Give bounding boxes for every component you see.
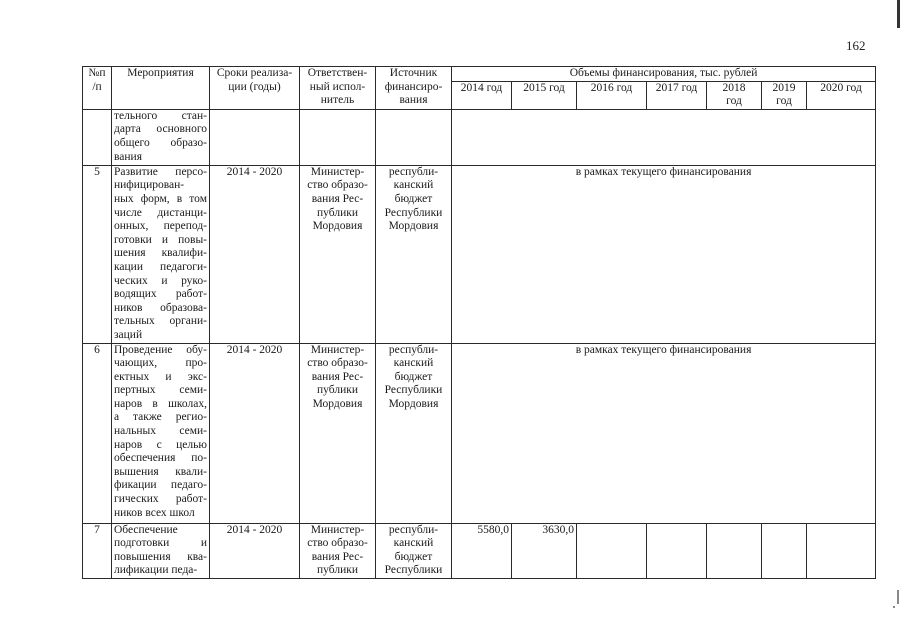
- cell-activity: [112, 165, 210, 343]
- cell-financing-merged: [452, 109, 876, 165]
- cell-line: нифицирован-: [114, 179, 185, 192]
- header-financing-group: Объемы финансирования, тыс. рублей: [452, 67, 876, 82]
- cell-line: Мордовия: [312, 220, 363, 233]
- cell-line: шения квалифи-: [114, 247, 207, 260]
- cell-line: Министер-: [310, 343, 365, 356]
- scan-edge-mark: [897, 0, 900, 28]
- header-year: [762, 81, 807, 109]
- cell-line: 2019: [772, 81, 796, 94]
- table-row: [83, 523, 876, 578]
- cell-line: онных, перепод-: [114, 220, 207, 233]
- cell-line: 2014 - 2020: [226, 343, 283, 356]
- cell-line: Мордовия: [388, 220, 439, 233]
- cell-executor: [300, 109, 376, 165]
- cell-line: вания: [399, 94, 428, 107]
- cell-line: ство образо-: [307, 357, 368, 370]
- cell-line: Мероприятия: [127, 67, 194, 79]
- cell-line: Министер-: [310, 165, 365, 178]
- cell-line: публики: [317, 564, 358, 577]
- cell-line: готовки и повы-: [114, 233, 207, 246]
- cell-line: 2014 - 2020: [226, 523, 283, 536]
- cell-activity: [112, 523, 210, 578]
- cell-line: чающих, про-: [114, 357, 207, 370]
- cell-line: вания Рес-: [311, 192, 364, 205]
- cell-line: а также регио-: [114, 411, 207, 424]
- cell-line: ство образо-: [307, 537, 368, 550]
- cell-executor: [300, 523, 376, 578]
- cell-line: вания Рес-: [311, 550, 364, 563]
- header-activity: [112, 67, 210, 110]
- cell-line: тельных органи-: [114, 315, 207, 328]
- cell-line: ников образова-: [114, 301, 207, 314]
- header-year: [647, 81, 707, 109]
- cell-financing-value: [577, 523, 647, 578]
- header-executor: [300, 67, 376, 110]
- cell-activity: [112, 109, 210, 165]
- cell-line: нальных семи-: [114, 425, 207, 438]
- cell-line: Источник: [389, 67, 438, 79]
- cell-executor: [300, 165, 376, 343]
- cell-line: ции (годы): [228, 80, 281, 93]
- cell-line: вания: [114, 150, 142, 163]
- cell-line: 2016 год: [590, 81, 633, 94]
- cell-num: 6: [83, 343, 112, 523]
- cell-line: /п: [92, 80, 102, 93]
- cell-line: №п: [88, 67, 106, 79]
- cell-line: Обеспечение: [114, 523, 178, 536]
- cell-line: пертных семи-: [114, 384, 207, 397]
- cell-line: 2014 - 2020: [226, 165, 283, 178]
- header-year: [707, 81, 762, 109]
- cell-financing-value: 3630,0: [512, 523, 577, 578]
- cell-line: подготовки и: [114, 537, 207, 550]
- cell-line: наров с целью: [114, 438, 207, 451]
- cell-line: 2015 год: [523, 81, 565, 94]
- cell-line: Республики: [384, 564, 443, 577]
- cell-num: 5: [83, 165, 112, 343]
- cell-line: Развитие персо-: [114, 165, 207, 178]
- header-source: [376, 67, 452, 110]
- cell-line: кации педагоги-: [114, 260, 207, 273]
- cell-line: Министер-: [310, 523, 365, 536]
- cell-line: Республики: [384, 206, 443, 219]
- cell-financing-merged: в рамках текущего финансирования: [452, 165, 876, 343]
- cell-line: канский: [393, 179, 434, 192]
- cell-line: канский: [393, 357, 434, 370]
- cell-period: [210, 343, 300, 523]
- cell-source: [376, 343, 452, 523]
- header-year: [512, 81, 577, 109]
- cell-line: 2017 год: [655, 81, 698, 94]
- cell-line: 2020 год: [820, 81, 862, 94]
- cell-financing-value: 5580,0: [452, 523, 512, 578]
- cell-line: лификации педа-: [114, 564, 198, 577]
- scan-speck: [897, 590, 899, 604]
- cell-line: Республики: [384, 384, 443, 397]
- cell-line: республи-: [388, 523, 439, 536]
- cell-line: Сроки реализа-: [216, 67, 293, 79]
- cell-financing-value: [762, 523, 807, 578]
- table-row: [83, 343, 876, 523]
- header-period: [210, 67, 300, 110]
- cell-line: финансиро-: [384, 80, 443, 93]
- cell-period: [210, 165, 300, 343]
- financing-table: [82, 66, 876, 579]
- cell-source: [376, 165, 452, 343]
- cell-line: ный испол-: [309, 80, 366, 93]
- cell-line: бюджет: [394, 192, 433, 205]
- cell-line: водящих работ-: [114, 288, 207, 301]
- cell-line: заций: [114, 328, 143, 341]
- cell-line: бюджет: [394, 370, 433, 383]
- cell-line: числе дистанци-: [114, 206, 207, 219]
- table-row: [83, 109, 876, 165]
- cell-line: публики: [317, 206, 358, 219]
- header-year: [807, 81, 876, 109]
- cell-line: республи-: [388, 343, 439, 356]
- cell-line: вышения квали-: [114, 465, 207, 478]
- cell-line: Ответствен-: [307, 67, 368, 79]
- cell-line: ников всех школ: [114, 506, 195, 519]
- cell-line: гических работ-: [114, 493, 207, 506]
- cell-line: Мордовия: [388, 397, 439, 410]
- page-number: 162: [846, 38, 866, 53]
- header-year: [577, 81, 647, 109]
- cell-line: дарта основного: [114, 123, 207, 136]
- cell-line: 2018: [722, 81, 746, 94]
- cell-line: фикации педаго-: [114, 479, 207, 492]
- cell-line: тельного стан-: [114, 109, 207, 122]
- cell-num: 7: [83, 523, 112, 578]
- cell-financing-value: [707, 523, 762, 578]
- header-num: [83, 67, 112, 110]
- cell-line: повышения ква-: [114, 550, 207, 563]
- cell-line: бюджет: [394, 550, 433, 563]
- cell-executor: [300, 343, 376, 523]
- cell-period: [210, 523, 300, 578]
- cell-line: обеспечения по-: [114, 452, 207, 465]
- cell-source: [376, 109, 452, 165]
- scan-speck: [893, 606, 895, 608]
- cell-line: нитель: [320, 94, 355, 107]
- cell-line: ство образо-: [307, 179, 368, 192]
- cell-line: вания Рес-: [311, 370, 364, 383]
- cell-line: публики: [317, 384, 358, 397]
- cell-line: ных форм, в том: [114, 192, 207, 205]
- cell-line: Мордовия: [312, 397, 363, 410]
- cell-source: [376, 523, 452, 578]
- cell-financing-value: [807, 523, 876, 578]
- cell-line: канский: [393, 537, 434, 550]
- cell-line: год: [776, 95, 792, 108]
- cell-period: [210, 109, 300, 165]
- cell-line: ческих и руко-: [114, 274, 207, 287]
- cell-line: Проведение обу-: [114, 343, 207, 356]
- cell-financing-merged: в рамках текущего финансирования: [452, 343, 876, 523]
- cell-line: год: [726, 95, 742, 108]
- cell-line: республи-: [388, 165, 439, 178]
- cell-line: 2014 год: [460, 81, 503, 94]
- header-year: [452, 81, 512, 109]
- cell-financing-value: [647, 523, 707, 578]
- cell-line: общего образо-: [114, 136, 207, 149]
- cell-line: ектных и экс-: [114, 370, 207, 383]
- cell-num: [83, 109, 112, 165]
- cell-line: наров в школах,: [114, 397, 207, 410]
- cell-activity: [112, 343, 210, 523]
- table-row: [83, 165, 876, 343]
